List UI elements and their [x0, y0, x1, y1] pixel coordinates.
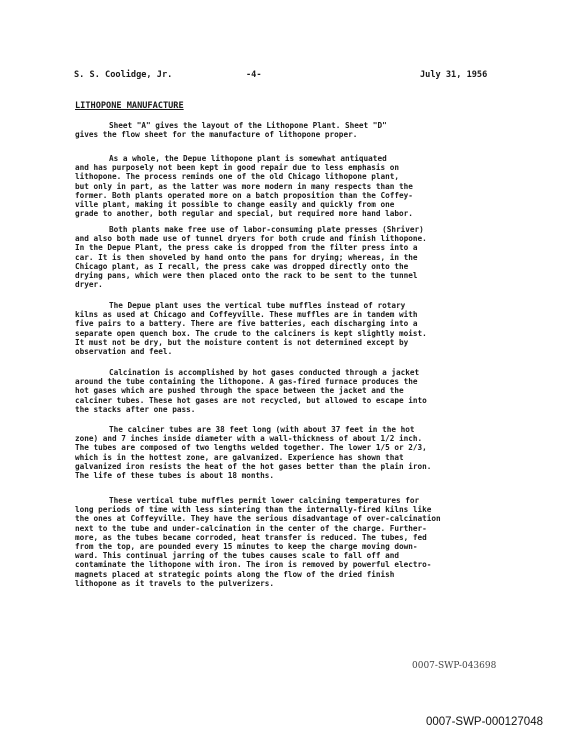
text-line: contaminate the lithopone with iron. The iron is removed by powerful electro- — [75, 560, 432, 570]
text-line: galvanized iron resists the heat of the hot gases better than the plain iron. — [75, 461, 432, 471]
paragraph — [75, 496, 515, 588]
text-line: and has purposely not been kept in good repair due to less emphasis on — [75, 163, 399, 173]
text-line: ville plant, making it possible to change easily and quickly from one — [75, 200, 395, 210]
text-line: observation and feel. — [75, 347, 173, 357]
text-line: The calciner tubes are 38 feet long (with about 37 feet in the hot — [109, 425, 415, 434]
paragraph — [75, 154, 515, 218]
text-line: Chicago plant, as I recall, the press cake was dropped directly onto the — [75, 261, 409, 271]
text-line: and also both made use of tunnel dryers for both crude and finish lithopone. — [75, 234, 427, 244]
bates-stamp-outer: 0007-SWP-000127048 — [426, 716, 543, 728]
text-line: It must not be dry, but the moisture content is not determined except by — [75, 337, 409, 347]
text-line: gives the flow sheet for the manufacture of lithopone proper. — [75, 130, 358, 140]
text-line: around the tube containing the lithopone. A gas-fired furnace produces the — [75, 377, 418, 387]
text-line: kilns as used at Chicago and Coffeyville. These muffles are in tandem with — [75, 310, 418, 320]
header-recipient: S. S. Coolidge, Jr. — [74, 70, 173, 80]
text-line: calciner tubes. These hot gases are not recycled, but allowed to escape into — [75, 395, 427, 405]
paragraph — [75, 301, 515, 356]
text-line: ward. This continual jarring of the tubes causes scale to fall off and — [75, 551, 399, 561]
text-line: hot gases which are pushed through the space between the jacket and the — [75, 386, 404, 396]
text-line: The life of these tubes is about 18 months. — [75, 471, 275, 481]
text-line: magnets placed at strategic points along the flow of the dried finish — [75, 569, 395, 579]
bates-stamp-inner: 0007-SWP-043698 — [412, 661, 497, 671]
text-line: which is in the hottest zone, are galvanized. Experience has shown that — [75, 452, 404, 462]
paragraph — [75, 368, 515, 414]
text-line: As a whole, the Depue lithopone plant is somewhat antiquated — [109, 154, 387, 163]
text-line: In the Depue Plant, the press cake is dropped from the filter press into a — [75, 243, 418, 253]
paragraph — [75, 425, 515, 480]
text-line: Both plants make free use of labor-consuming plate presses (Shriver) — [109, 225, 424, 234]
text-line: These vertical tube muffles permit lower calcining temperatures for — [109, 496, 420, 505]
text-line: separate open quench box. The crude to the calciners is kept slightly moist. — [75, 328, 427, 338]
text-line: long periods of time with less sintering than the internally-fired kilns like — [75, 505, 432, 515]
text-line: five pairs to a battery. There are five batteries, each discharging into a — [75, 319, 418, 329]
text-line: car. It is then shoveled by hand onto the pans for drying; whereas, in the — [75, 252, 418, 262]
text-line: dryer. — [75, 280, 103, 290]
text-line: former. Both plants operated more on a batch proposition than the Coffey- — [75, 190, 413, 200]
text-line: the stacks after one pass. — [75, 404, 196, 414]
text-line: next to the tube and under-calcination in the center of the charge. Further- — [75, 523, 427, 533]
text-line: more, as the tubes became corroded, heat transfer is reduced. The tubes, fed — [75, 532, 427, 542]
text-line: grade to another, both regular and special, but required more hand labor. — [75, 209, 413, 219]
text-line: zone) and 7 inches inside diameter with a wall-thickness of about 1/2 inch. — [75, 434, 423, 444]
text-line: Sheet "A" gives the layout of the Lithopone Plant. Sheet "D" — [109, 121, 387, 130]
text-line: from the top, are pounded every 15 minutes to keep the charge moving down- — [75, 542, 418, 552]
text-line: lithopone as it travels to the pulverizers. — [75, 578, 275, 588]
text-line: Calcination is accomplished by hot gases conducted through a jacket — [109, 368, 420, 377]
text-line: drying pans, which were then placed onto the rack to be sent to the tunnel — [75, 271, 418, 281]
text-line: lithopone. The process reminds one of the old Chicago lithopone plant, — [75, 172, 399, 182]
header-page-number: -4- — [246, 70, 262, 80]
text-line: The tubes are composed of two lengths welded together. The lower 1/5 or 2/3, — [75, 443, 427, 453]
paragraph — [75, 121, 515, 139]
section-title: LITHOPONE MANUFACTURE — [75, 101, 184, 111]
header-date: July 31, 1956 — [420, 70, 488, 80]
paragraph — [75, 225, 515, 289]
text-line: the ones at Coffeyville. They have the serious disadvantage of over-calcination — [75, 514, 441, 524]
text-line: but only in part, as the latter was more modern in many respects than the — [75, 181, 413, 191]
text-line: The Depue plant uses the vertical tube muffles instead of rotary — [109, 301, 406, 310]
